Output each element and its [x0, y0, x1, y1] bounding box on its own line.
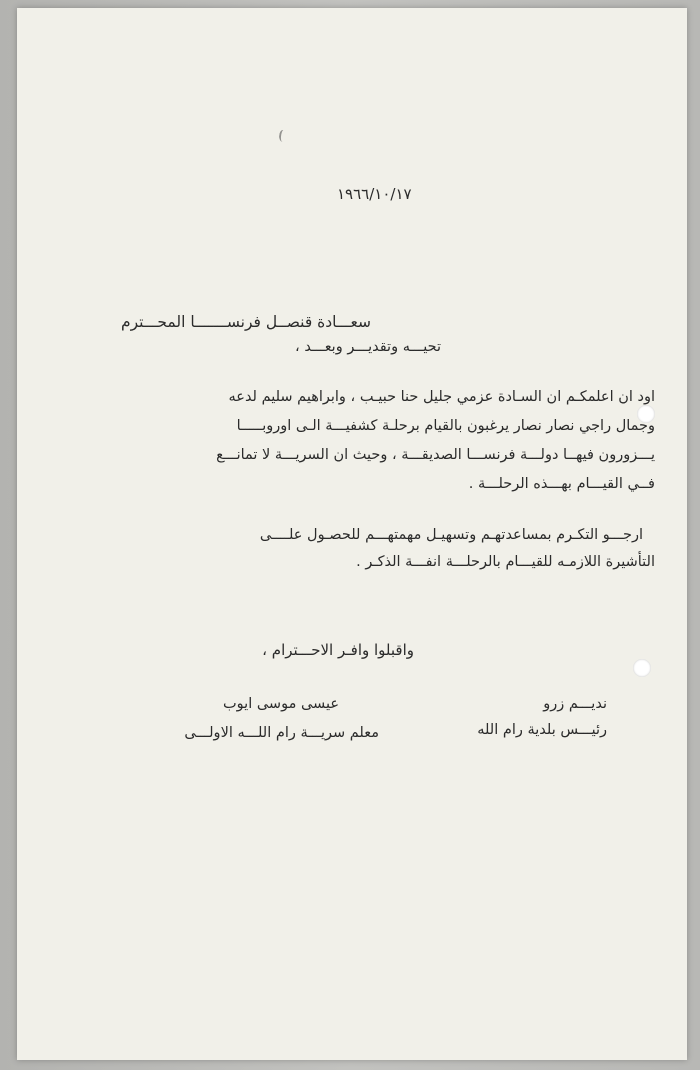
request-line-2: التأشيرة اللازمـه للقيـــام بالرحلـــة انفـــة الذكـر . — [356, 554, 655, 570]
signatory-left-title: معلم سريـــة رام اللـــه الاولـــى — [184, 725, 379, 741]
body-line-1: اود ان اعلمكـم ان السـادة عزمي جليل حنا حبيـب ، وابراهيم سليم لدعه — [228, 389, 655, 405]
body-line-4: فــي القيـــام بهـــذه الرحلـــة . — [468, 476, 655, 492]
letter-date: ١٩٦٦/١٠/١٧ — [337, 185, 412, 203]
punch-hole-lower — [633, 659, 651, 677]
recipient-address: سعـــادة قنصــل فرنســـــــا المحـــترم — [120, 313, 371, 331]
signatory-left-name: عيسى موسى ايوب — [223, 696, 339, 712]
ink-mark — [278, 129, 288, 142]
body-line-2: وجمال راجي نصار نصار يرغبون بالقيام برحلـة كشفيـــة الـى اوروبـــــا — [236, 418, 655, 434]
signatory-right-name: نديـــم زرو — [543, 696, 607, 712]
body-line-3: يـــزورون فيهــا دولـــة فرنســـا الصديقـــة ، وحيث ان السريـــة لا تمانـــع — [216, 447, 655, 463]
closing-line: واقبلوا وافـر الاحـــترام ، — [262, 641, 414, 659]
greeting-line: تحيـــه وتقديـــر وبعـــد ، — [295, 339, 441, 355]
letter-page — [17, 8, 687, 1060]
signatory-right-title: رئيـــس بلدية رام الله — [477, 722, 607, 738]
request-line-1: ارجـــو التكـرم بمساعدتهـم وتسهيـل مهمتهـــم للحصـول علــــى — [259, 527, 643, 543]
